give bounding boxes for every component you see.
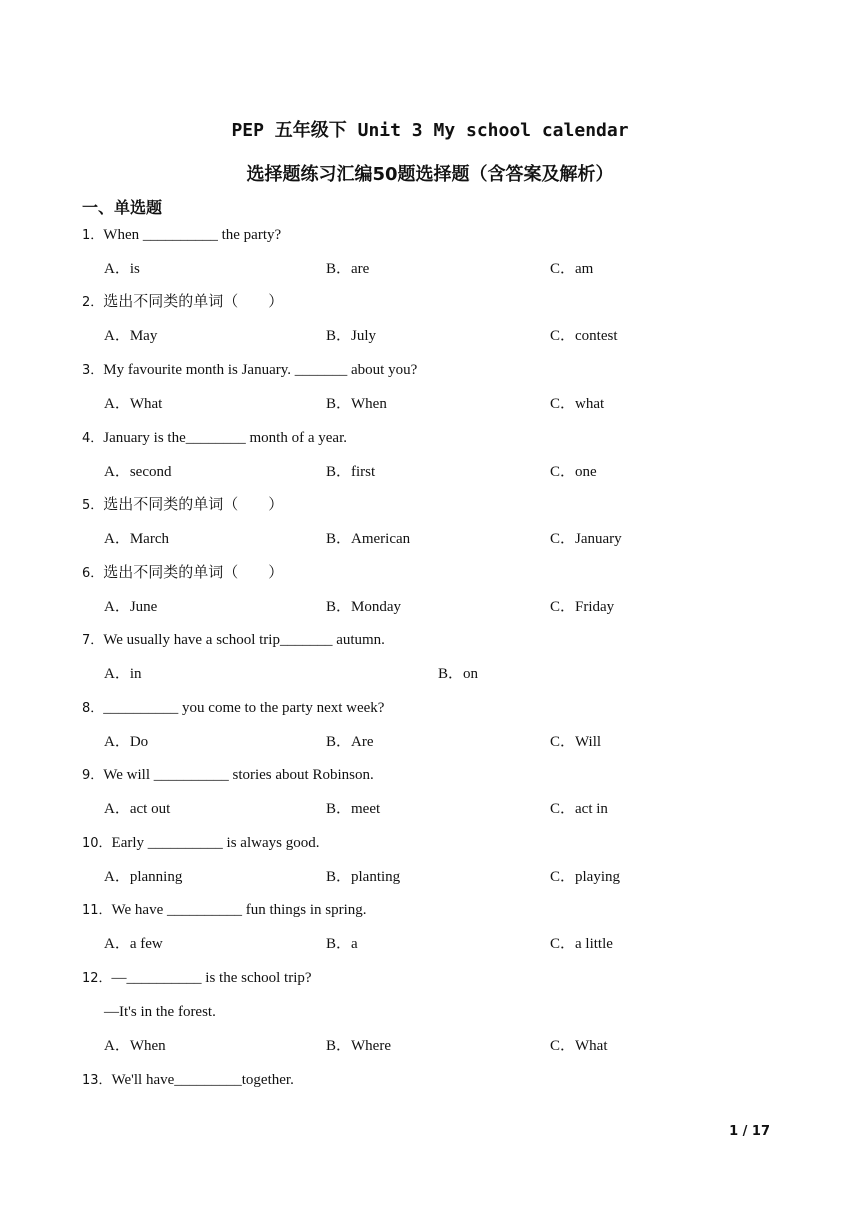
question-stem: __________ you come to the party next week? <box>103 700 385 716</box>
option-c: C．am <box>550 261 594 277</box>
section-heading: 一、单选题 <box>82 198 163 217</box>
option-a: A．planning <box>104 869 183 885</box>
question-3 <box>82 359 417 381</box>
option-c: C．playing <box>550 869 620 885</box>
question-stem: We have __________ fun things in spring. <box>111 902 367 918</box>
question-12 <box>82 967 312 989</box>
question-7 <box>82 629 385 651</box>
option-c: C．January <box>550 531 622 547</box>
question-stem: 选出不同类的单词（ ） <box>103 497 284 513</box>
question-stem: —__________ is the school trip? <box>111 970 312 986</box>
question-number: 2． <box>82 295 104 310</box>
option-b: B．a <box>326 936 358 952</box>
question-number: 12． <box>82 971 112 986</box>
question-8 <box>82 697 384 719</box>
option-c: C．one <box>550 464 597 480</box>
option-a: A．act out <box>104 801 171 817</box>
option-b: B．planting <box>326 869 401 885</box>
option-b: B．Monday <box>326 599 402 615</box>
question-stem: We'll have_________together. <box>111 1072 294 1088</box>
question-number: 3． <box>82 363 104 378</box>
document-subtitle: 选择题练习汇编50题选择题（含答案及解析） <box>246 164 614 185</box>
option-b: B．meet <box>326 801 381 817</box>
question-number: 6． <box>82 566 104 581</box>
option-c: C．act in <box>550 801 608 817</box>
question-10 <box>82 832 319 854</box>
option-a: A．is <box>104 261 140 277</box>
question-2 <box>82 291 283 313</box>
question-stem: We will __________ stories about Robinson. <box>103 767 374 783</box>
question-number: 7． <box>82 633 104 648</box>
question-number: 9． <box>82 768 104 783</box>
question-stem: 选出不同类的单词（ ） <box>103 294 284 310</box>
question-9 <box>82 764 374 786</box>
document-title: PEP 五年级下 Unit 3 My school calendar <box>231 120 629 141</box>
option-a: A．a few <box>104 936 163 952</box>
option-c: C．a little <box>550 936 613 952</box>
question-stem: We usually have a school trip_______ autumn. <box>103 632 385 648</box>
option-c: C．contest <box>550 328 618 344</box>
question-stem: When __________ the party? <box>103 227 282 243</box>
page-number: 1 / 17 <box>729 1124 770 1139</box>
option-b: B．on <box>438 666 479 682</box>
option-a: A．second <box>104 464 172 480</box>
question-stem-continuation: —It's in the forest. <box>104 1004 216 1020</box>
option-a: A．When <box>104 1038 166 1054</box>
option-a: A．May <box>104 328 158 344</box>
question-number: 11． <box>82 903 112 918</box>
option-a: A．March <box>104 531 169 547</box>
question-number: 8． <box>82 701 104 716</box>
question-6 <box>82 562 283 584</box>
question-stem: My favourite month is January. _______ about you? <box>103 362 418 378</box>
option-b: B．Where <box>326 1038 391 1054</box>
option-b: B．Are <box>326 734 374 750</box>
option-a: A．What <box>104 396 163 412</box>
option-b: B．American <box>326 531 411 547</box>
question-stem: Early __________ is always good. <box>111 835 320 851</box>
option-a: A．Do <box>104 734 149 750</box>
question-number: 10． <box>82 836 112 851</box>
question-number: 1． <box>82 228 104 243</box>
option-b: B．July <box>326 328 377 344</box>
option-b: B．first <box>326 464 376 480</box>
option-a: A．in <box>104 666 142 682</box>
question-stem: 选出不同类的单词（ ） <box>103 565 284 581</box>
question-1 <box>82 224 281 246</box>
question-13 <box>82 1069 294 1091</box>
question-11 <box>82 899 367 921</box>
question-number: 4． <box>82 431 104 446</box>
option-c: C．Will <box>550 734 602 750</box>
option-c: C．Friday <box>550 599 615 615</box>
question-5 <box>82 494 283 516</box>
question-number: 13． <box>82 1073 112 1088</box>
option-c: C．What <box>550 1038 608 1054</box>
option-a: A．June <box>104 599 158 615</box>
option-c: C．what <box>550 396 605 412</box>
option-b: B．are <box>326 261 370 277</box>
question-number: 5． <box>82 498 104 513</box>
question-4 <box>82 427 347 449</box>
question-stem: January is the________ month of a year. <box>103 430 347 446</box>
option-b: B．When <box>326 396 387 412</box>
